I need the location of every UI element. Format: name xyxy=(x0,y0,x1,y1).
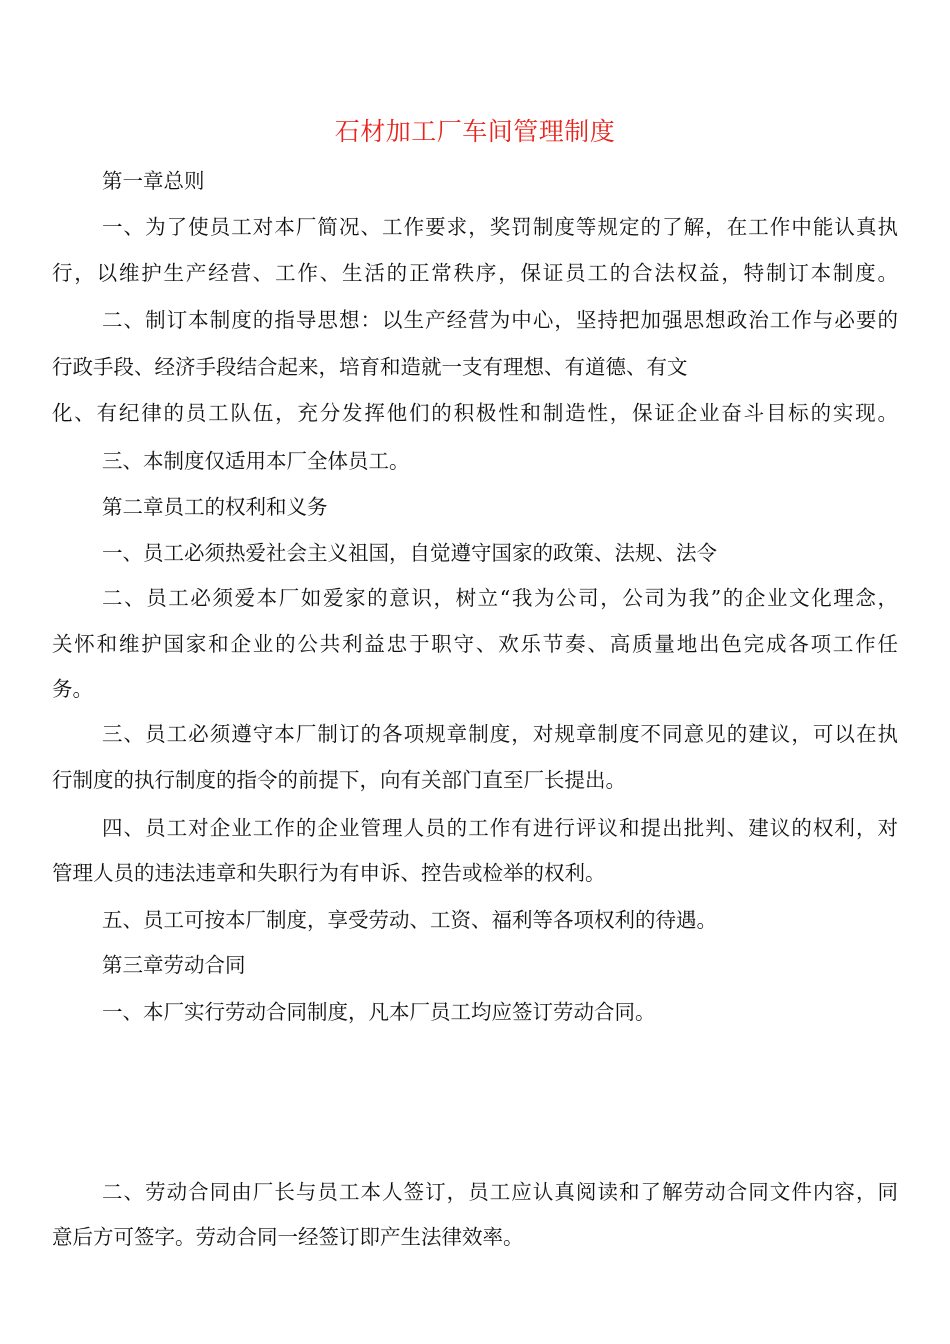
paragraph-line: 行制度的执行制度的指令的前提下，向有关部门直至厂长提出。 xyxy=(52,768,626,792)
paragraph-line: 二、员工必须爱本厂如爱家的意识，树立“我为公司，公司为我”的企业文化理念， xyxy=(102,586,898,610)
paragraph-line: 一、本厂实行劳动合同制度，凡本厂员工均应签订劳动合同。 xyxy=(102,1000,656,1024)
paragraph-line: 一、员工必须热爱社会主义祖国，自觉遵守国家的政策、法规、法令 xyxy=(102,541,717,565)
paragraph-line: 务。 xyxy=(52,677,93,701)
chapter-heading: 第三章劳动合同 xyxy=(102,953,246,977)
paragraph-line: 管理人员的违法违章和失职行为有申诉、控告或检举的权利。 xyxy=(52,861,606,885)
paragraph-line: 行政手段、经济手段结合起来，培育和造就一支有理想、有道德、有文 xyxy=(52,355,688,379)
paragraph-line: 关怀和维护国家和企业的公共利益忠于职守、欢乐节奏、高质量地出色完成各项工作任 xyxy=(52,632,898,656)
paragraph-line: 三、本制度仅适用本厂全体员工。 xyxy=(102,449,410,473)
paragraph-line: 一、为了使员工对本厂简况、工作要求，奖罚制度等规定的了解，在工作中能认真执 xyxy=(102,215,898,239)
paragraph-line: 二、制订本制度的指导思想：以生产经营为中心，坚持把加强思想政治工作与必要的 xyxy=(102,308,898,332)
paragraph-line: 三、员工必须遵守本厂制订的各项规章制度，对规章制度不同意见的建议，可以在执 xyxy=(102,722,898,746)
chapter-heading: 第二章员工的权利和义务 xyxy=(102,495,328,519)
paragraph-line: 四、员工对企业工作的企业管理人员的工作有进行评议和提出批判、建议的权利，对 xyxy=(102,816,898,840)
paragraph-line: 化、有纪律的员工队伍，充分发挥他们的积极性和制造性，保证企业奋斗目标的实现。 xyxy=(52,401,898,425)
chapter-heading: 第一章总则 xyxy=(102,169,205,193)
paragraph-line: 意后方可签字。劳动合同一经签订即产生法律效率。 xyxy=(52,1225,524,1249)
paragraph-line: 行，以维护生产经营、工作、生活的正常秩序，保证员工的合法权益，特制订本制度。 xyxy=(52,261,898,285)
paragraph-line: 二、劳动合同由厂长与员工本人签订，员工应认真阅读和了解劳动合同文件内容，同 xyxy=(102,1180,898,1204)
document-title: 石材加工厂车间管理制度 xyxy=(334,117,616,146)
paragraph-line: 五、员工可按本厂制度，享受劳动、工资、福利等各项权利的待遇。 xyxy=(102,908,717,932)
